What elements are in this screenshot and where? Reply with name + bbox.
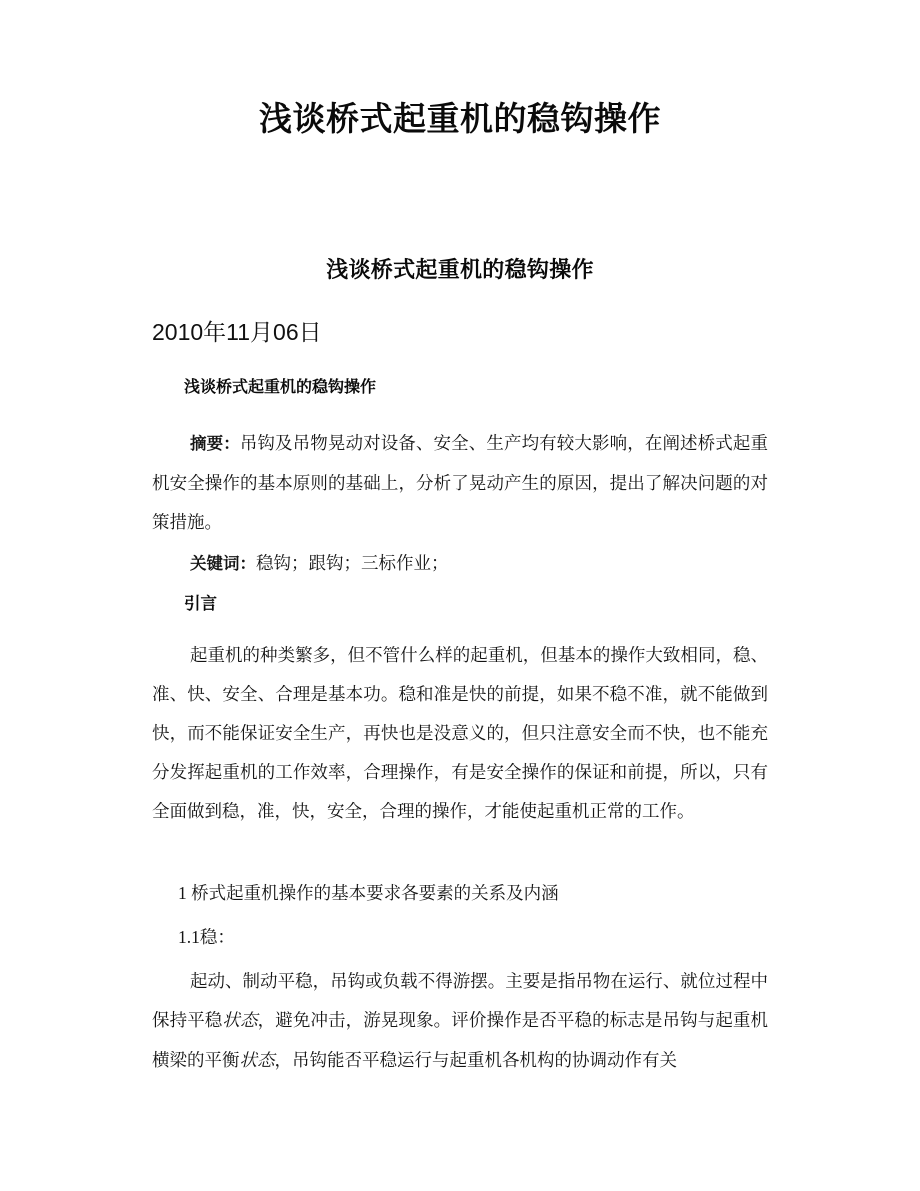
abstract-text: 吊钩及吊物晃动对设备、安全、生产均有较大影响，在阐述桥式起重机安全操作的基本原则的基础上，分析了晃动产生的原因，提出了解决问题的对策措施。 bbox=[152, 433, 768, 532]
introduction-paragraph: 起重机的种类繁多，但不管什么样的起重机，但基本的操作大致相同，稳、准、快、安全、合理是基本功。稳和准是快的前提，如果不稳不准，就不能做到快，而不能保证安全生产，再快也是没意义的，但只注意安全而不快，也不能充分发挥起重机的工作效率，合理操作，有是安全操作的保证和前提，所以，只有全面做到稳，准，快，安全，合理的操作，才能使起重机正常的工作。 bbox=[152, 645, 768, 821]
abstract-paragraph bbox=[152, 424, 768, 542]
introduction-heading: 引言 bbox=[184, 595, 217, 613]
abstract-label: 摘要： bbox=[190, 435, 240, 453]
document-subtitle: 浅谈桥式起重机的稳钩操作 bbox=[326, 257, 594, 282]
publication-date: 2010年11月06日 bbox=[152, 319, 322, 345]
paragraph-segment-c: ，吊钩能否平稳运行与起重机各机构的协调动作有关 bbox=[274, 1050, 677, 1070]
section-1-1-heading: 1.1稳： bbox=[178, 927, 235, 947]
paragraph-segment-a: 起动、制动平稳，吊钩或负载不得游摆。主要是指吊物在运行、就位过程中保持平稳 bbox=[152, 971, 768, 1030]
paragraph-segment-b: ，避免冲击，游晃现象。评价操作是否平稳的标志是吊钩与起重机横梁的平衡 bbox=[152, 1010, 769, 1070]
keywords-text: 稳钩；跟钩；三标作业； bbox=[256, 553, 449, 573]
emphasis-term-state-2: 状态 bbox=[239, 1051, 275, 1071]
keywords-line bbox=[152, 544, 768, 584]
page-title: 浅谈桥式起重机的稳钩操作 bbox=[259, 100, 661, 137]
keywords-label: 关键词： bbox=[190, 555, 256, 573]
section-1-heading: 1 桥式起重机操作的基本要求各要素的关系及内涵 bbox=[178, 883, 559, 903]
emphasis-term-state-1: 状态 bbox=[222, 1011, 258, 1031]
section-1-1-paragraph bbox=[152, 962, 768, 1081]
article-heading: 浅谈桥式起重机的稳钩操作 bbox=[184, 379, 377, 396]
